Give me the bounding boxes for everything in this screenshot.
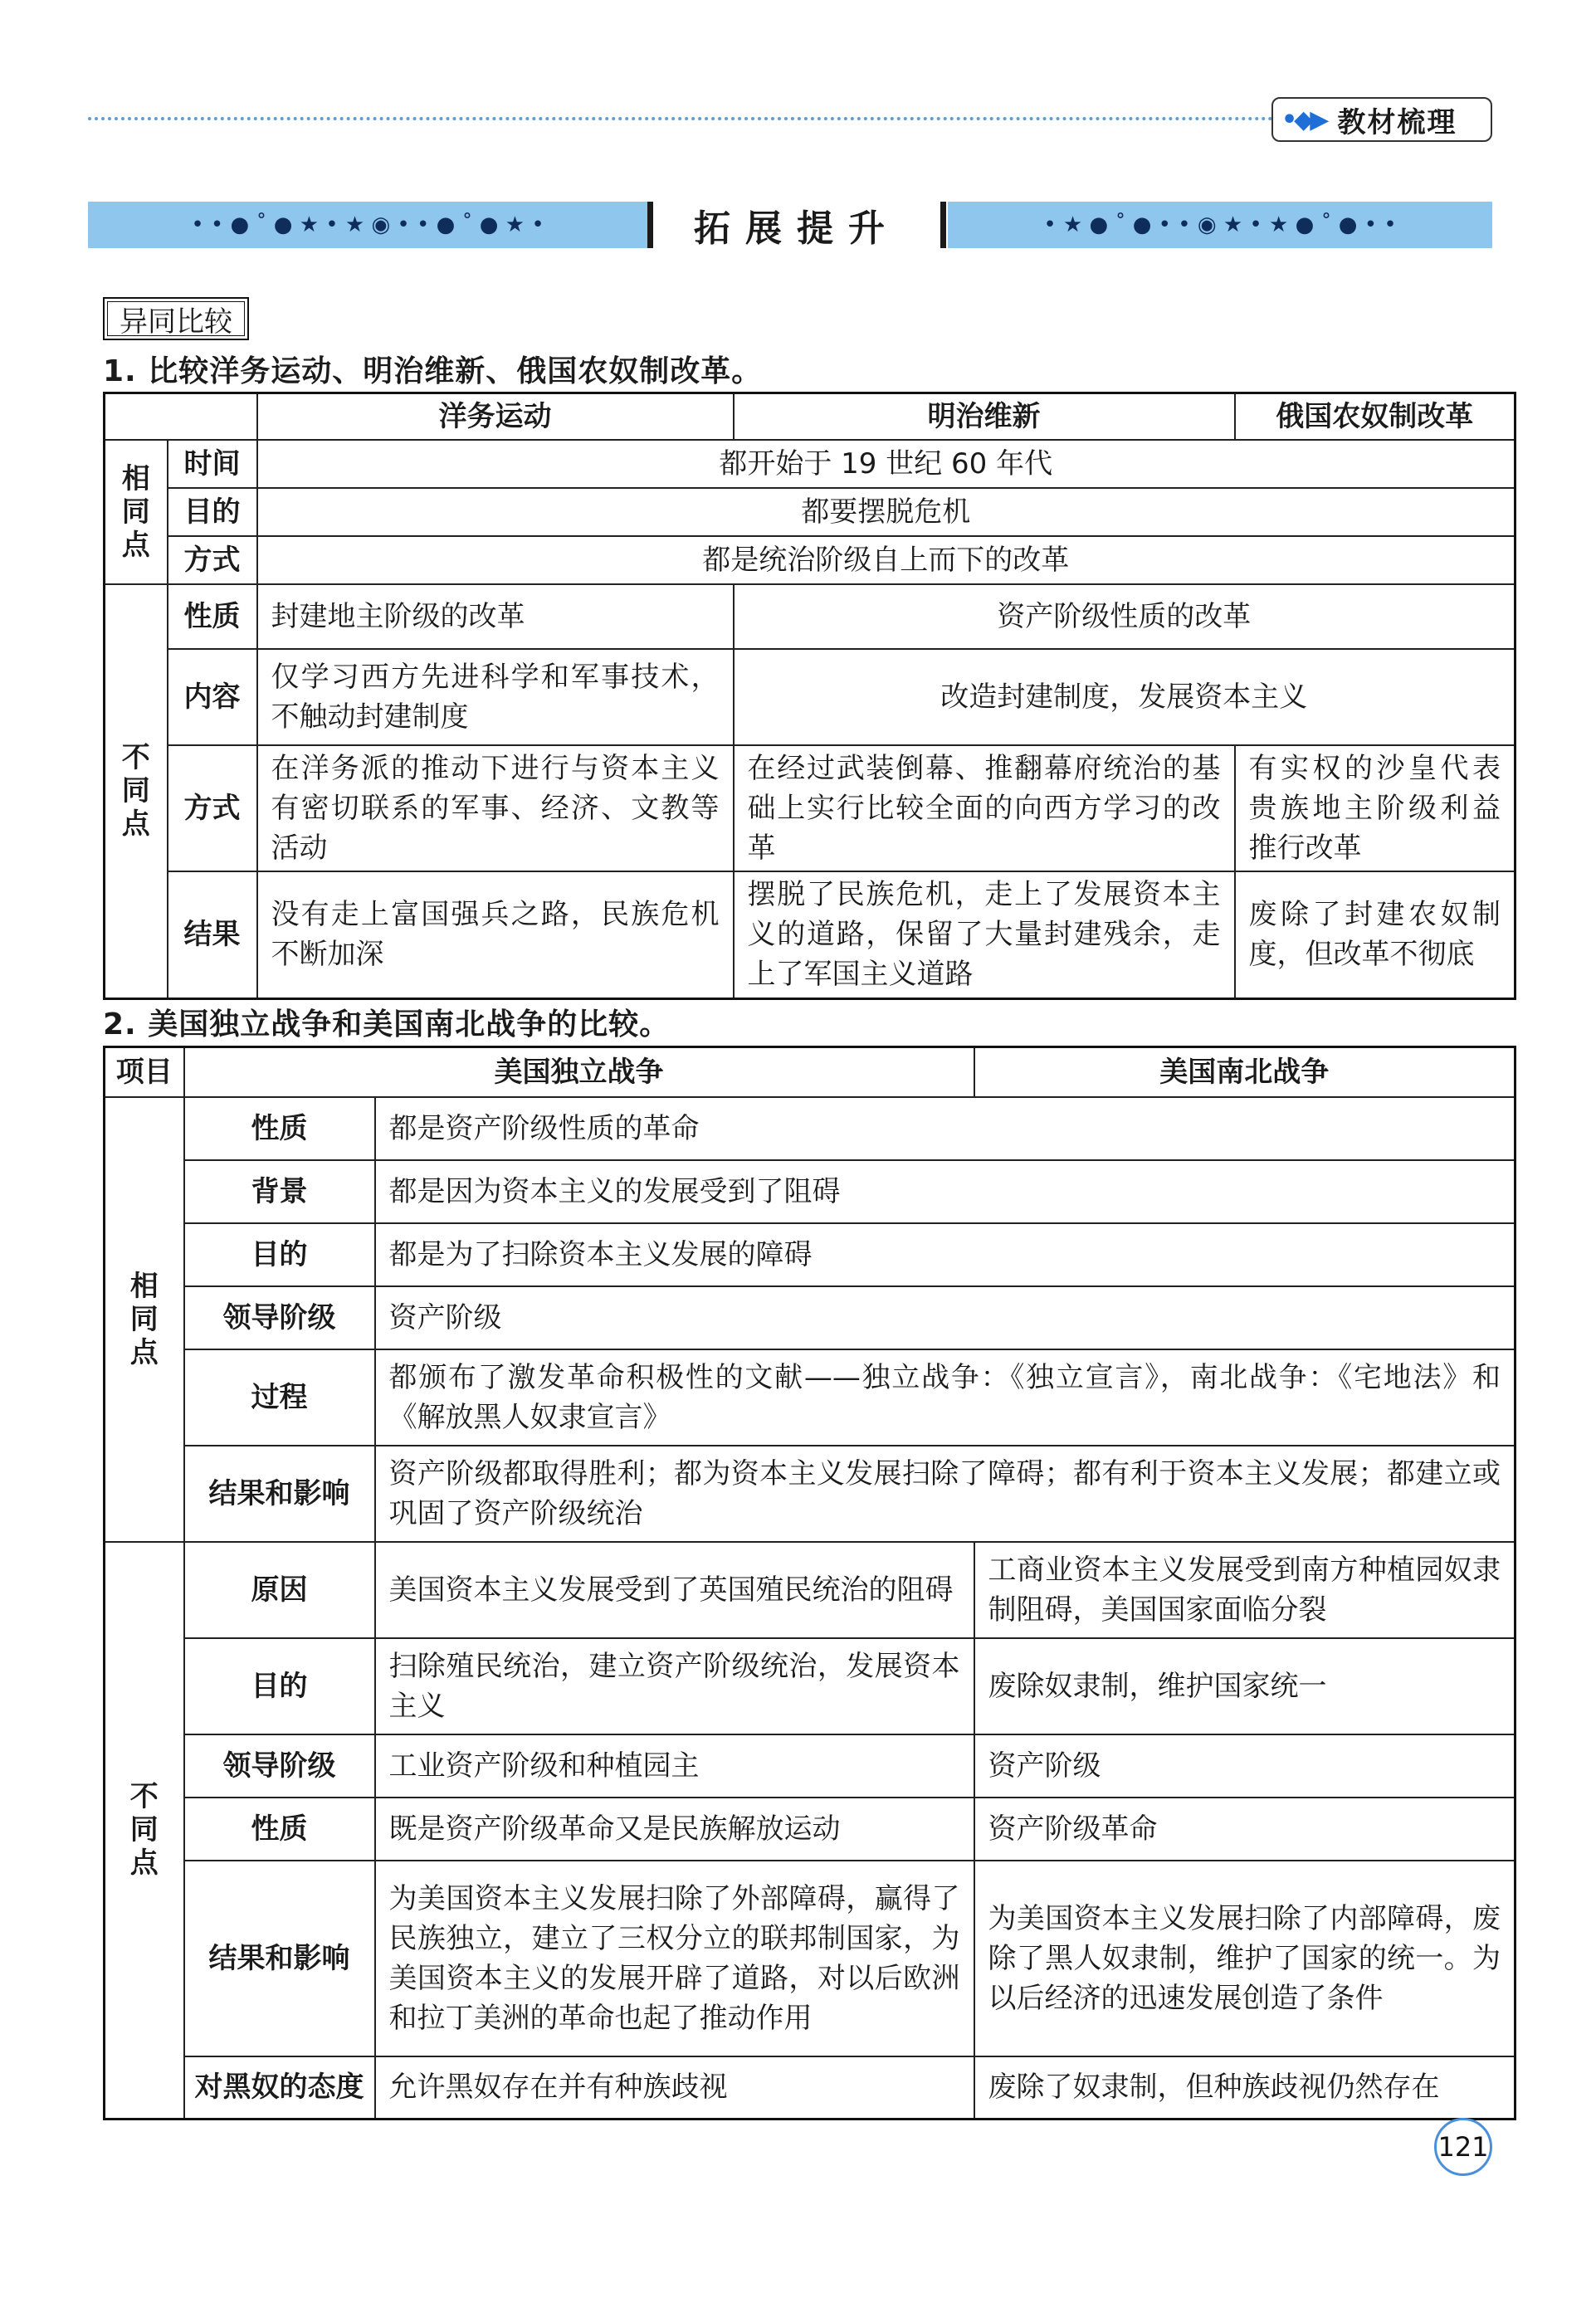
diff-points-label: 不同点 — [105, 584, 168, 999]
section-tag-label: 教材梳理 — [1337, 105, 1457, 139]
table-cell: 为美国资本主义发展扫除了内部障碍，废除了黑人奴隶制，维护了国家的统一。为以后经济的迅速发展创造了条件 — [974, 1861, 1515, 2056]
table-cell: 废除奴隶制，维护国家统一 — [974, 1638, 1515, 1734]
row-label: 结果和影响 — [184, 1861, 375, 2056]
table-row — [105, 1223, 1515, 1286]
header-cell: 美国独立战争 — [184, 1047, 974, 1097]
table-cell: 都是因为资本主义的发展受到了阻碍 — [375, 1160, 1515, 1223]
row-label: 结果和影响 — [184, 1446, 375, 1542]
comparison-table-1 — [103, 392, 1516, 1000]
table-row — [105, 1047, 1515, 1097]
table-cell: 资产阶级 — [974, 1734, 1515, 1798]
table-cell: 资产阶级 — [375, 1286, 1515, 1349]
row-label: 方式 — [168, 536, 257, 584]
question-1-title: 1. 比较洋务运动、明治维新、俄国农奴制改革。 — [103, 354, 763, 388]
diff-points-label: 不同点 — [105, 1542, 184, 2120]
table-row — [105, 440, 1515, 488]
header-cell: 明治维新 — [734, 393, 1235, 440]
table-row — [105, 1638, 1515, 1734]
table-cell: 资产阶级性质的改革 — [734, 584, 1515, 649]
row-label: 领导阶级 — [184, 1286, 375, 1349]
table-row — [105, 1861, 1515, 2056]
header-cell: 洋务运动 — [257, 393, 734, 440]
row-label: 性质 — [168, 584, 257, 649]
row-label: 原因 — [184, 1542, 375, 1638]
header-cell: 俄国农奴制改革 — [1235, 393, 1515, 440]
table-cell: 都是资产阶级性质的革命 — [375, 1097, 1515, 1160]
question-2-title: 2. 美国独立战争和美国南北战争的比较。 — [103, 1007, 671, 1041]
table-cell: 都是为了扫除资本主义发展的障碍 — [375, 1223, 1515, 1286]
table-cell: 美国资本主义发展受到了英国殖民统治的阻碍 — [375, 1542, 974, 1638]
table-cell: 有实权的沙皇代表贵族地主阶级利益推行改革 — [1235, 745, 1515, 871]
header-empty-cell — [105, 393, 257, 440]
table-row — [105, 745, 1515, 871]
row-label: 目的 — [184, 1223, 375, 1286]
section-tag — [1271, 97, 1492, 142]
row-label: 目的 — [168, 488, 257, 536]
row-label: 内容 — [168, 649, 257, 745]
table-row — [105, 1734, 1515, 1798]
table-cell: 为美国资本主义发展扫除了外部障碍，赢得了民族独立，建立了三权分立的联邦制国家，为美国资本主义的发展开辟了道路，对以后欧洲和拉丁美洲的革命也起了推动作用 — [375, 1861, 974, 2056]
banner-divider-left — [647, 202, 653, 248]
table-cell: 摆脱了民族危机，走上了发展资本主义的道路，保留了大量封建残余，走上了军国主义道路 — [734, 871, 1235, 999]
table-row — [105, 649, 1515, 745]
table-cell: 既是资产阶级革命又是民族解放运动 — [375, 1798, 974, 1861]
row-label: 性质 — [184, 1798, 375, 1861]
row-label: 方式 — [168, 745, 257, 871]
header-cell: 美国南北战争 — [974, 1047, 1515, 1097]
table-cell: 封建地主阶级的改革 — [257, 584, 734, 649]
page-number-text: 121 — [1437, 2131, 1489, 2163]
section-title: 拓展提升 — [694, 207, 900, 250]
row-label: 过程 — [184, 1349, 375, 1446]
row-label: 领导阶级 — [184, 1734, 375, 1798]
table-cell: 资产阶级都取得胜利；都为资本主义发展扫除了障碍；都有利于资本主义发展；都建立或巩固了资产阶级统治 — [375, 1446, 1515, 1542]
table-row — [105, 1160, 1515, 1223]
header-dotted-line — [88, 117, 1273, 120]
header-cell: 项目 — [105, 1047, 184, 1097]
arrow-icon: •◆▶ — [1281, 105, 1326, 134]
banner-divider-right — [940, 202, 946, 248]
table-cell: 都开始于 19 世纪 60 年代 — [257, 440, 1515, 488]
table-cell: 资产阶级革命 — [974, 1798, 1515, 1861]
table-cell: 扫除殖民统治，建立资产阶级统治，发展资本主义 — [375, 1638, 974, 1734]
table-cell: 废除了封建农奴制度，但改革不彻底 — [1235, 871, 1515, 999]
row-label: 目的 — [184, 1638, 375, 1734]
row-label: 对黑奴的态度 — [184, 2056, 375, 2120]
banner-decoration-left: • • ● ˚ ● ★ • ★ ◉ • • ● ˚ ● ★ • — [88, 202, 647, 248]
same-points-label: 相同点 — [105, 440, 168, 584]
page-number — [1434, 2118, 1492, 2176]
comparison-label-text: 异同比较 — [120, 305, 232, 339]
table-cell: 工商业资本主义发展受到南方种植园奴隶制阻碍，美国国家面临分裂 — [974, 1542, 1515, 1638]
row-label: 性质 — [184, 1097, 375, 1160]
table-row — [105, 1097, 1515, 1160]
table-cell: 废除了奴隶制，但种族歧视仍然存在 — [974, 2056, 1515, 2120]
table-cell: 仅学习西方先进科学和军事技术，不触动封建制度 — [257, 649, 734, 745]
table-cell: 在经过武装倒幕、推翻幕府统治的基础上实行比较全面的向西方学习的改革 — [734, 745, 1235, 871]
table-row — [105, 2056, 1515, 2120]
comparison-label — [103, 297, 249, 340]
table-cell: 没有走上富国强兵之路，民族危机不断加深 — [257, 871, 734, 999]
banner-decoration-right: • ★ ● ˚ ● • • ◉ ★ • ★ ● ˚ ● • • — [948, 202, 1492, 248]
row-label: 时间 — [168, 440, 257, 488]
table-row — [105, 1542, 1515, 1638]
row-label: 结果 — [168, 871, 257, 999]
comparison-table-2 — [103, 1046, 1516, 2120]
table-cell: 在洋务派的推动下进行与资本主义有密切联系的军事、经济、文教等活动 — [257, 745, 734, 871]
table-row — [105, 1286, 1515, 1349]
table-cell: 都是统治阶级自上而下的改革 — [257, 536, 1515, 584]
same-points-label: 相同点 — [105, 1097, 184, 1542]
table-row — [105, 536, 1515, 584]
table-cell: 工业资产阶级和种植园主 — [375, 1734, 974, 1798]
table-cell: 都颁布了激发革命积极性的文献——独立战争：《独立宣言》，南北战争：《宅地法》和《解放黑人奴隶宣言》 — [375, 1349, 1515, 1446]
table-row — [105, 1446, 1515, 1542]
row-label: 背景 — [184, 1160, 375, 1223]
table-row — [105, 1798, 1515, 1861]
table-row — [105, 1349, 1515, 1446]
table-cell: 都要摆脱危机 — [257, 488, 1515, 536]
table-row — [105, 871, 1515, 999]
table-row — [105, 488, 1515, 536]
table-cell: 允许黑奴存在并有种族歧视 — [375, 2056, 974, 2120]
table-cell: 改造封建制度，发展资本主义 — [734, 649, 1515, 745]
table-row — [105, 584, 1515, 649]
table-row — [105, 393, 1515, 440]
